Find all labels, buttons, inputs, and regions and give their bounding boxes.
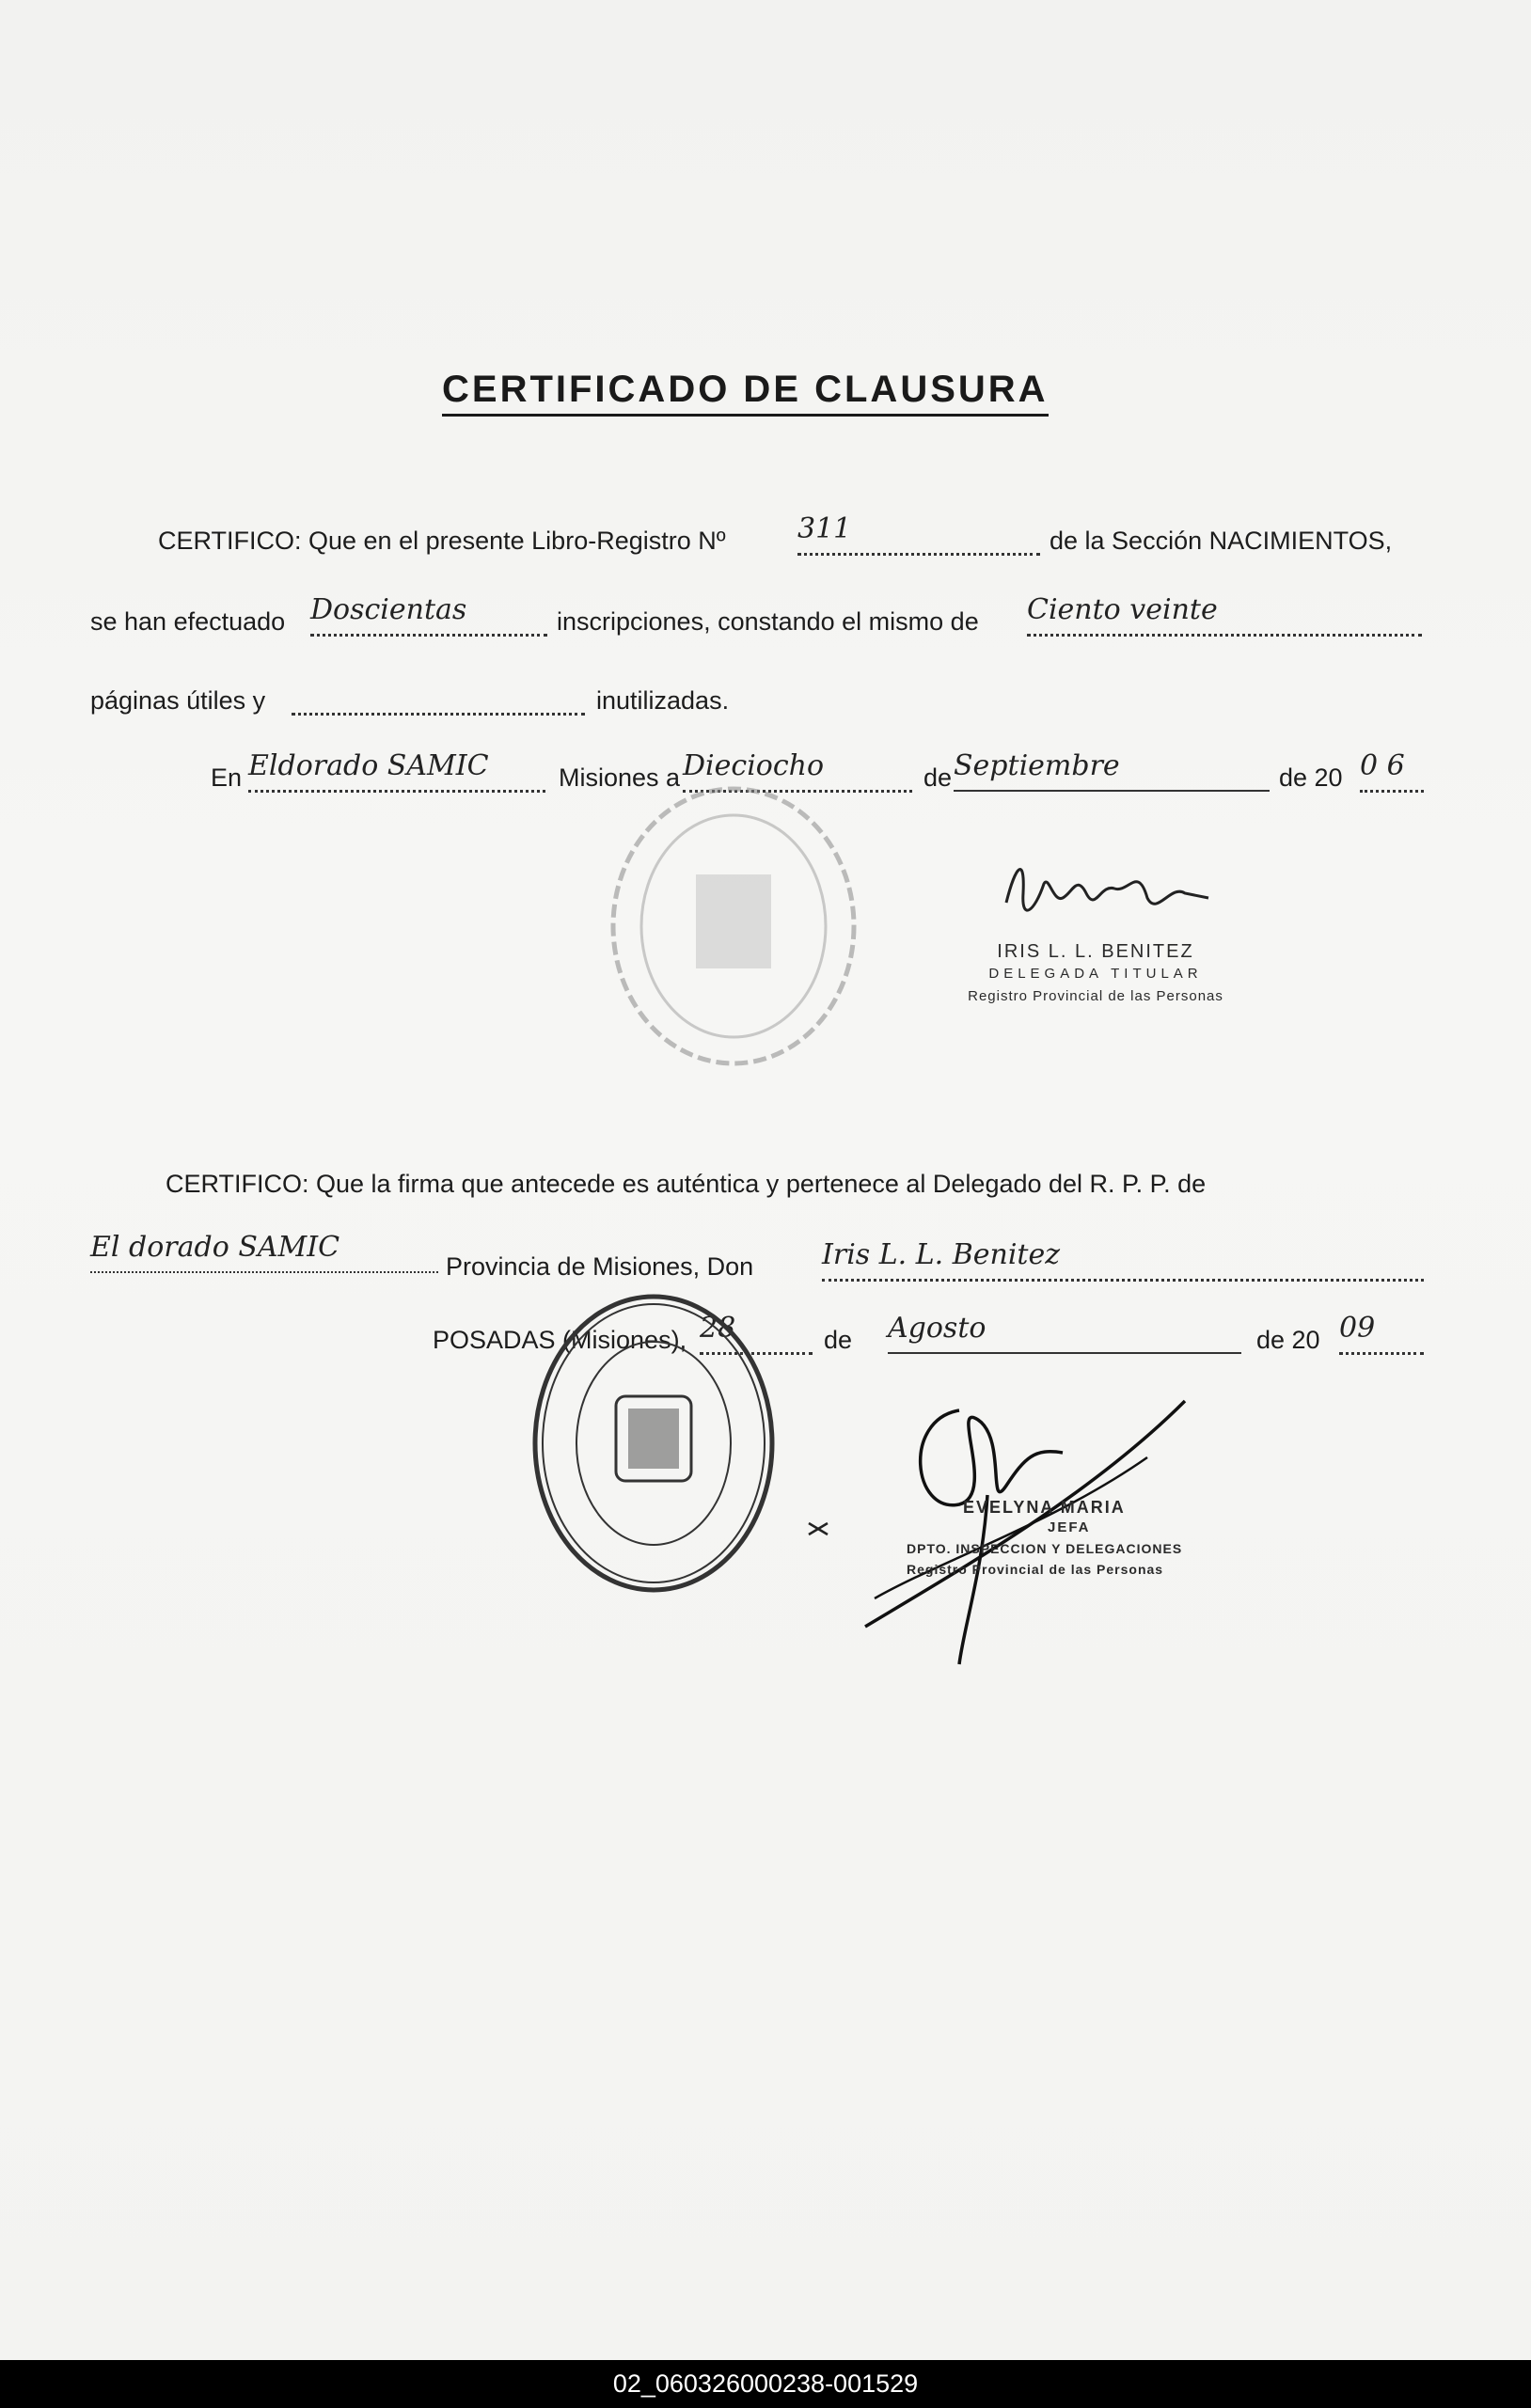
chief-role: JEFA [1048,1519,1091,1535]
delegate-role: DELEGADA TITULAR [988,966,1203,982]
cert2-lugar-field: El dorado SAMIC [90,1243,438,1273]
dia-field: Dieciocho [683,762,912,793]
delegate-name: IRIS L. L. BENITEZ [997,941,1194,962]
registro-number-field: 311 [797,525,1040,556]
cert1-line3-end: inutilizadas. [596,686,730,715]
paginas-field: Ciento veinte [1027,606,1422,637]
cert2-dia-field: 28 [700,1324,813,1355]
chief-office: Registro Provincial de las Personas [907,1562,1164,1577]
cert1-line1-end: de la Sección NACIMIENTOS, [1050,527,1393,555]
seal-stamp-2 [527,1288,781,1598]
cert1-line2-mid: inscripciones, constando el mismo de [557,607,979,636]
cert2-anio-field: 09 [1339,1324,1424,1355]
signature-1 [997,846,1223,931]
cert1-line3-start: páginas útiles y [90,686,266,715]
cert1-line1-start: CERTIFICO: Que en el presente Libro-Registro Nº [158,527,726,555]
lugar-field: Eldorado SAMIC [248,762,545,793]
delegate-stamp [940,940,1251,1008]
cert2-line1: CERTIFICO: Que la firma que antecede es auténtica y pertenece al Delegado del R. P. P. de [166,1170,1207,1198]
cert2-mes-field: Agosto [888,1324,1241,1354]
cert1-line2-start: se han efectuado [90,607,286,636]
anio-field: 0 6 [1360,762,1424,793]
seal-stamp-1 [602,780,865,1072]
cert2-line3-de1: de [824,1326,853,1354]
inscripciones-field: Doscientas [310,606,547,637]
delegate-office: Registro Provincial de las Personas [968,988,1223,1004]
chief-name: EVELYNA MARIA [963,1498,1126,1517]
cert1-line4-de1: de [923,763,953,792]
chief-dept: DPTO. INSPECCION Y DELEGACIONES [907,1541,1183,1556]
cert1-line4-en: En [211,763,243,792]
document-title: CERTIFICADO DE CLAUSURA [442,369,1049,417]
cert2-don-field: Iris L. L. Benitez [822,1251,1424,1282]
cert2-line2-mid: Provincia de Misiones, Don [446,1252,754,1281]
chief-stamp [888,1497,1226,1580]
mes-field: Septiembre [954,762,1270,792]
cert1-line4-misiones: Misiones a [559,763,681,792]
document-id-footer: 02_060326000238-001529 [0,2360,1531,2408]
inutilizadas-field [292,685,585,716]
cert2-line3-de2: de 20 [1256,1326,1320,1354]
cert2-line3-start: POSADAS (Misiones), [433,1326,687,1354]
cert1-line4-de2: de 20 [1279,763,1343,792]
